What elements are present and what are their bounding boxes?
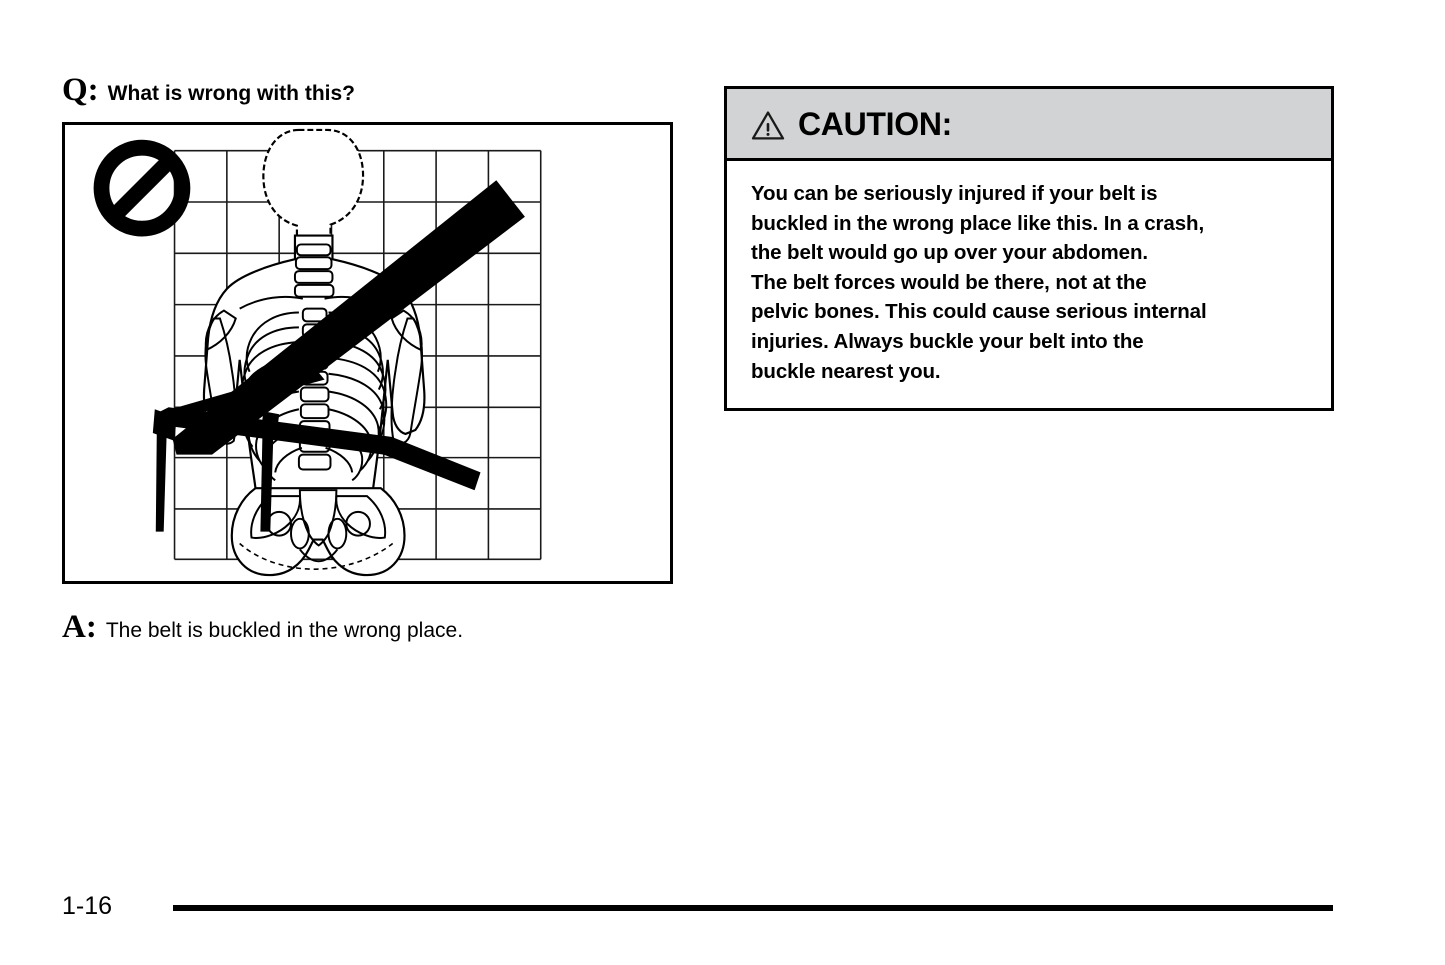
caution-line: pelvic bones. This could cause serious internal [751,300,1207,324]
caution-line: The belt forces would be there, not at the [751,270,1147,294]
footer-page-number: 1-16 [62,892,113,920]
caution-line: buckle nearest you. [751,359,941,383]
caution-line: the belt would go up over your abdomen. [751,241,1149,265]
caution-header [727,89,1331,161]
caution-box [724,86,1334,411]
question-line [62,74,355,107]
caution-line: injuries. Always buckle your belt into the [751,329,1144,353]
caution-title: CAUTION: [798,105,953,142]
answer-marker: A: [62,609,97,645]
caution-body [727,161,1331,386]
footer-rule [173,905,1333,911]
illustration-frame [62,122,673,584]
question-marker: Q: [62,72,99,108]
answer-line [62,611,463,644]
question-text: What is wrong with this? [107,82,355,105]
caution-line: You can be seriously injured if your belt is [751,182,1158,205]
caution-line: buckled in the wrong place like this. In a crash, [751,211,1205,235]
answer-text: The belt is buckled in the wrong place. [105,619,464,642]
seat-belt-diagram-svg [65,125,670,581]
warning-triangle-icon [751,110,785,141]
